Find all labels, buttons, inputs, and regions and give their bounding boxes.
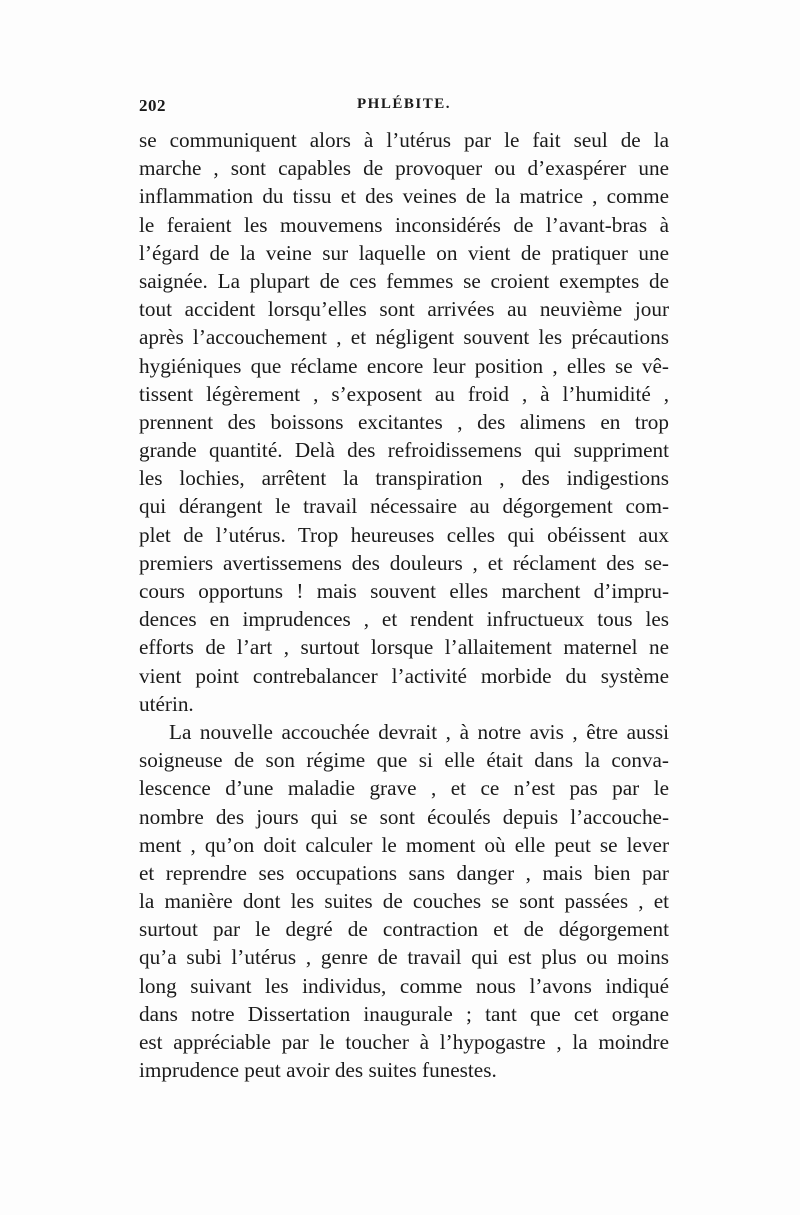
text-line: lescence d’une maladie grave , et ce n’est pas par le [139,776,669,801]
text-line: premiers avertissemens des douleurs , et réclament des se- [139,550,669,575]
text-line: plet de l’utérus. Trop heureuses celles qui obéissent aux [139,522,669,547]
text-line: ment , qu’on doit calculer le moment où elle peut se lever [139,832,669,857]
text-line: dences en imprudences , et rendent infructueux tous les [139,607,669,632]
text-line: imprudence peut avoir des suites funestes. [139,1058,497,1083]
text-line: dans notre Dissertation inaugurale ; tant que cet organe [139,1001,669,1026]
text-line: nombre des jours qui se sont écoulés depuis l’accouche- [139,804,669,829]
text-line: qu’a subi l’utérus , genre de travail qui est plus ou moins [139,945,669,970]
text-line: efforts de l’art , surtout lorsque l’allaitement maternel ne [139,635,669,660]
body-text [139,126,669,1084]
text-line: grande quantité. Delà des refroidissemens qui suppriment [139,438,669,463]
text-line: après l’accouchement , et négligent souvent les précautions [139,325,669,350]
text-line: tout accident lorsqu’elles sont arrivées au neuvième jour [139,297,669,322]
paragraph-1 [139,126,669,718]
text-line: La nouvelle accouchée devrait , à notre avis , être aussi [169,719,669,744]
text-line: qui dérangent le travail nécessaire au dégorgement com- [139,494,669,519]
text-line: le feraient les mouvemens inconsidérés de l’avant-bras à [139,212,669,237]
text-line: surtout par le degré de contraction et de dégorgement [139,917,669,942]
text-line: prennent des boissons excitantes , des alimens en trop [139,409,669,434]
running-title: PHLÉBITE. [357,96,451,112]
text-line: tissent légèrement , s’exposent au froid , à l’humidité , [139,381,669,406]
text-line: hygiéniques que réclame encore leur position , elles se vê- [139,353,669,378]
text-line: marche , sont capables de provoquer ou d’exaspérer une [139,156,669,181]
text-line: long suivant les individus, comme nous l’avons indiqué [139,973,669,998]
text-line: se communiquent alors à l’utérus par le fait seul de la [139,128,669,152]
text-line: et reprendre ses occupations sans danger , mais bien par [139,860,669,885]
page-number: 202 [139,96,166,115]
text-line: utérin. [139,691,194,716]
text-line: est appréciable par le toucher à l’hypogastre , la moindre [139,1030,669,1054]
text-line: inflammation du tissu et des veines de la matrice , comme [139,184,669,209]
text-line: vient point contrebalancer l’activité morbide du système [139,663,669,688]
text-line: saignée. La plupart de ces femmes se croient exemptes de [139,268,669,293]
text-line: cours opportuns ! mais souvent elles marchent d’impru- [139,579,669,603]
running-head [139,96,669,120]
text-line: soigneuse de son régime que si elle était dans la conva- [139,748,669,773]
text-line: la manière dont les suites de couches se sont passées , et [139,889,669,914]
text-line: les lochies, arrêtent la transpiration , des indigestions [139,466,669,491]
text-line: l’égard de la veine sur laquelle on vient de pratiquer une [139,240,669,265]
paragraph-2 [139,718,669,1084]
